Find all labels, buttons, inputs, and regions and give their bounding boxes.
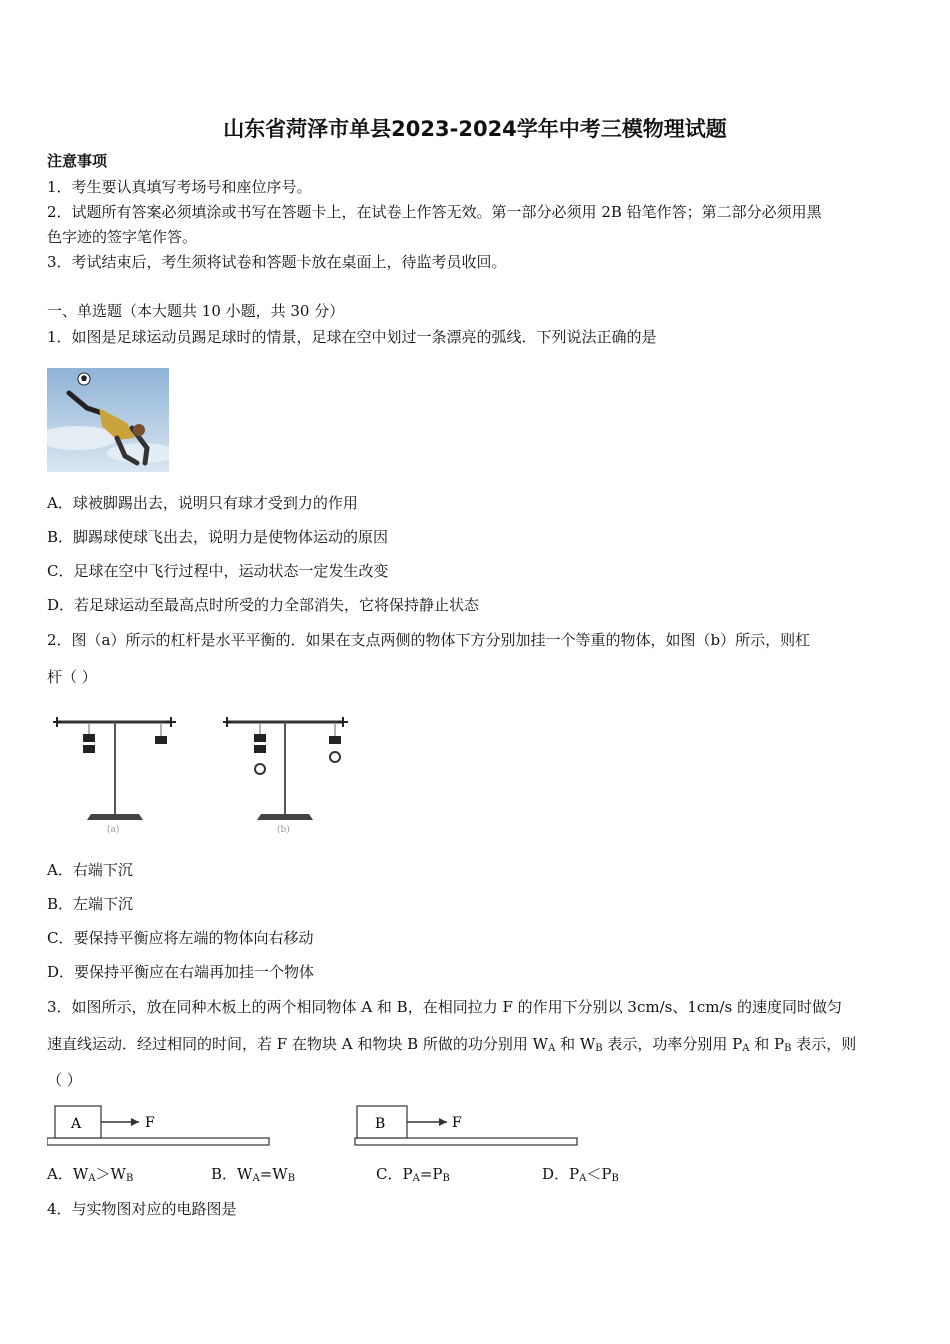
question-2-stem: 2．图（a）所示的杠杆是水平平衡的．如果在支点两侧的物体下方分别加挂一个等重的物体，如图（b）所示，则杠 — [47, 631, 811, 649]
page-title: 山东省菏泽市单县2023-2024学年中考三模物理试题 — [223, 117, 727, 141]
lever-a-label: (a) — [107, 825, 120, 835]
question-1-stem: 1．如图是足球运动员踢足球时的情景，足球在空中划过一条漂亮的弧线．下列说法正确的是 — [47, 328, 657, 346]
question-3-stem-cont: （ ） — [47, 1071, 82, 1089]
force-a-label: F — [145, 1115, 155, 1131]
question-3-option: A．$W_A>W_B$ — [47, 1165, 134, 1184]
force-b-label: F — [452, 1115, 462, 1131]
question-2-option: A．右端下沉 — [47, 861, 133, 879]
lever-a-diagram — [53, 717, 176, 820]
question-2-stem-cont: 杆（ ） — [47, 668, 97, 686]
question-3-option: C．$P_A=P_B$ — [376, 1165, 450, 1184]
notice-item: 色字迹的签字笔作答。 — [47, 228, 198, 246]
lever-b-label: (b) — [277, 825, 290, 835]
blocks-figure — [47, 1103, 587, 1151]
soccer-player-photo — [47, 368, 169, 472]
lever-b-diagram — [223, 717, 348, 820]
notice-item: 1．考生要认真填写考场号和座位序号。 — [47, 178, 312, 196]
question-1-option: A．球被脚踢出去，说明只有球才受到力的作用 — [47, 494, 358, 512]
question-3-stem-cont: 速直线运动．经过相同的时间，若 F 在物块 A 和物块 B 所做的功分别用 $W_A$ 和 $W_B$ 表示，功率分别用 $P_A$ 和 $P_B$ 表示，则 — [47, 1035, 857, 1054]
question-3-option: D．$P_A<P_B$ — [542, 1165, 619, 1184]
lever-figure — [47, 708, 357, 838]
question-3-stem: 3．如图所示，放在同种木板上的两个相同物体 A 和 B，在相同拉力 F 的作用下分别以 3cm/s、1cm/s 的速度同时做匀 — [47, 998, 843, 1016]
question-2-option: D．要保持平衡应在右端再加挂一个物体 — [47, 963, 315, 981]
question-1-option: C．足球在空中飞行过程中，运动状态一定发生改变 — [47, 562, 389, 580]
question-1-option: B．脚踢球使球飞出去，说明力是使物体运动的原因 — [47, 528, 389, 546]
block-b-label: B — [375, 1116, 386, 1132]
block-a-label: A — [71, 1116, 82, 1132]
question-4-stem: 4．与实物图对应的电路图是 — [47, 1200, 237, 1218]
question-2-option: B．左端下沉 — [47, 895, 134, 913]
notice-item: 2．试题所有答案必须填涂或书写在答题卡上，在试卷上作答无效。第一部分必须用 2B 铅笔作答；第二部分必须用黑 — [47, 203, 822, 221]
notice-item: 3．考试结束后，考生须将试卷和答题卡放在桌面上，待监考员收回。 — [47, 253, 507, 271]
section-heading: 一、单选题（本大题共 10 小题，共 30 分） — [47, 302, 345, 320]
question-3-option: B．$W_A=W_B$ — [211, 1165, 296, 1184]
notice-heading: 注意事项 — [47, 152, 108, 170]
block-b-diagram — [355, 1106, 577, 1145]
question-1-option: D．若足球运动至最高点时所受的力全部消失，它将保持静止状态 — [47, 596, 480, 614]
question-2-option: C．要保持平衡应将左端的物体向右移动 — [47, 929, 314, 947]
